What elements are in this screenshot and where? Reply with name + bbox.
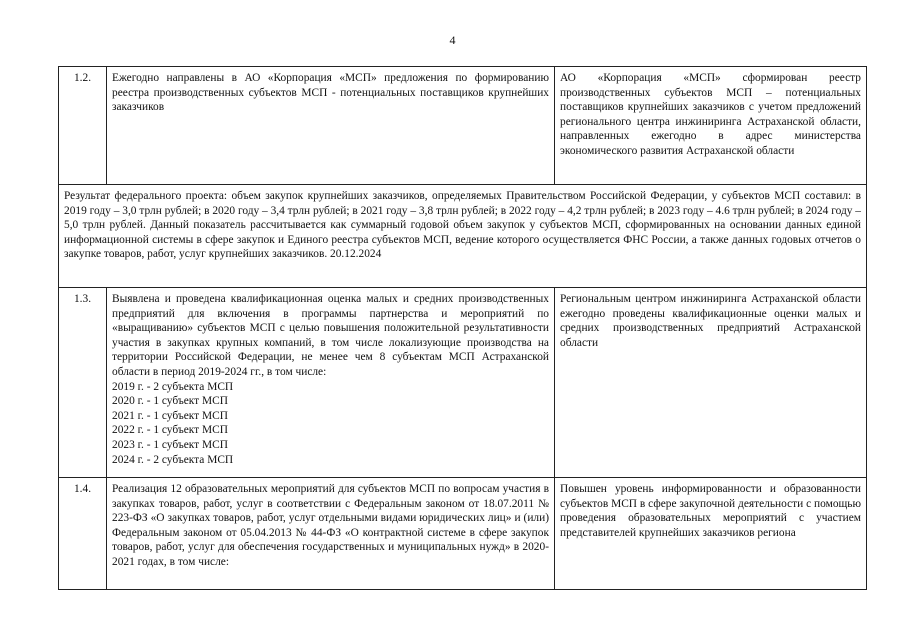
- measure-description: Реализация 12 образовательных мероприятий для субъектов МСП по вопросам участия в закупках товаров, работ, услуг в соответствии с Федеральным законом от 18.07.2011 № 223-ФЗ «О закупках товаров, работ, услуг отдельными видами юридических лиц» и (или) Федеральным законом от 05.04.2013 № 44-ФЗ «О контрактной системе в сфере закупок товаров, работ, услуг для обеспечения государственных и муниципальных нужд» в 2020-2021 годах, в том числе:: [107, 478, 555, 590]
- year-breakdown-line: 2020 г. - 1 субъект МСП: [112, 395, 228, 408]
- measure-description: [107, 288, 555, 478]
- table-row: [59, 478, 867, 590]
- row-number: 1.2.: [59, 67, 107, 185]
- year-breakdown-line: 2023 г. - 1 субъект МСП: [112, 438, 228, 451]
- row-number: 1.3.: [59, 288, 107, 478]
- page-number: 4: [449, 33, 456, 47]
- table-row: [59, 288, 867, 478]
- row-number: 1.4.: [59, 478, 107, 590]
- year-breakdown-line: 2019 г. - 2 субъекта МСП: [112, 380, 234, 393]
- federal-project-result: Результат федерального проекта: объем закупок крупнейших заказчиков, определяемых Правительством Российской Федерации, у субъектов МСП составил: в 2019 году – 3,0 трлн рублей; в 2020 году – 3,4 трлн рублей; в 2021 году – 3,8 трлн рублей; в 2022 году – 4,2 трлн рублей; в 2023 году – 4.6 трлн рублей; в 2024 году – 5,0 трлн рублей. Данный показатель рассчитывается как суммарный годовой объем закупок у субъектов МСП, сформированных на основании данных единой информационной системы в сфере закупок и Единого реестра субъектов МСП, ведение которого осуществляется ФНС России, а также данных годовых отчетов о закупке товаров, работ, услуг крупнейших заказчиков. 20.12.2024: [59, 185, 867, 288]
- year-breakdown-line: 2021 г. - 1 субъект МСП: [112, 409, 228, 422]
- measure-description: Ежегодно направлены в АО «Корпорация «МСП» предложения по формированию реестра производственных субъектов МСП - потенциальных поставщиков крупнейших заказчиков: [107, 67, 555, 185]
- measure-result: Повышен уровень информированности и образованности субъектов МСП в сфере закупочной деятельности с помощью проведения образовательных мероприятий с участием представителей крупнейших заказчиков региона: [555, 478, 867, 590]
- measure-result: Региональным центром инжиниринга Астраханской области ежегодно проведены квалификационные оценки малых и средних производственных предприятий Астраханской области: [555, 288, 867, 478]
- table-row: [59, 185, 867, 288]
- measures-table: [58, 66, 867, 590]
- year-breakdown-line: 2022 г. - 1 субъект МСП: [112, 424, 228, 437]
- year-breakdown-line: 2024 г. - 2 субъекта МСП: [112, 453, 234, 466]
- measure-result: АО «Корпорация «МСП» сформирован реестр производственных субъектов МСП – потенциальных поставщиков крупнейших заказчиков с учетом предложений регионального центра инжиниринга Астраханской области, направленных ежегодно в адрес министерства экономического развития Астраханской области: [555, 67, 867, 185]
- measure-description-text: Выявлена и проведена квалификационная оценка малых и средних производственных предприятий для включения в программы партнерства и мероприятий по «выращиванию» субъектов МСП с целью повышения положительной результативности участия в закупках крупных компаний, в том числе локализующие производства на территории Российской Федерации, не менее чем 8 субъектам МСП Астраханской области в период 2019-2024 гг., в том числе:: [112, 293, 549, 378]
- table-row: [59, 67, 867, 185]
